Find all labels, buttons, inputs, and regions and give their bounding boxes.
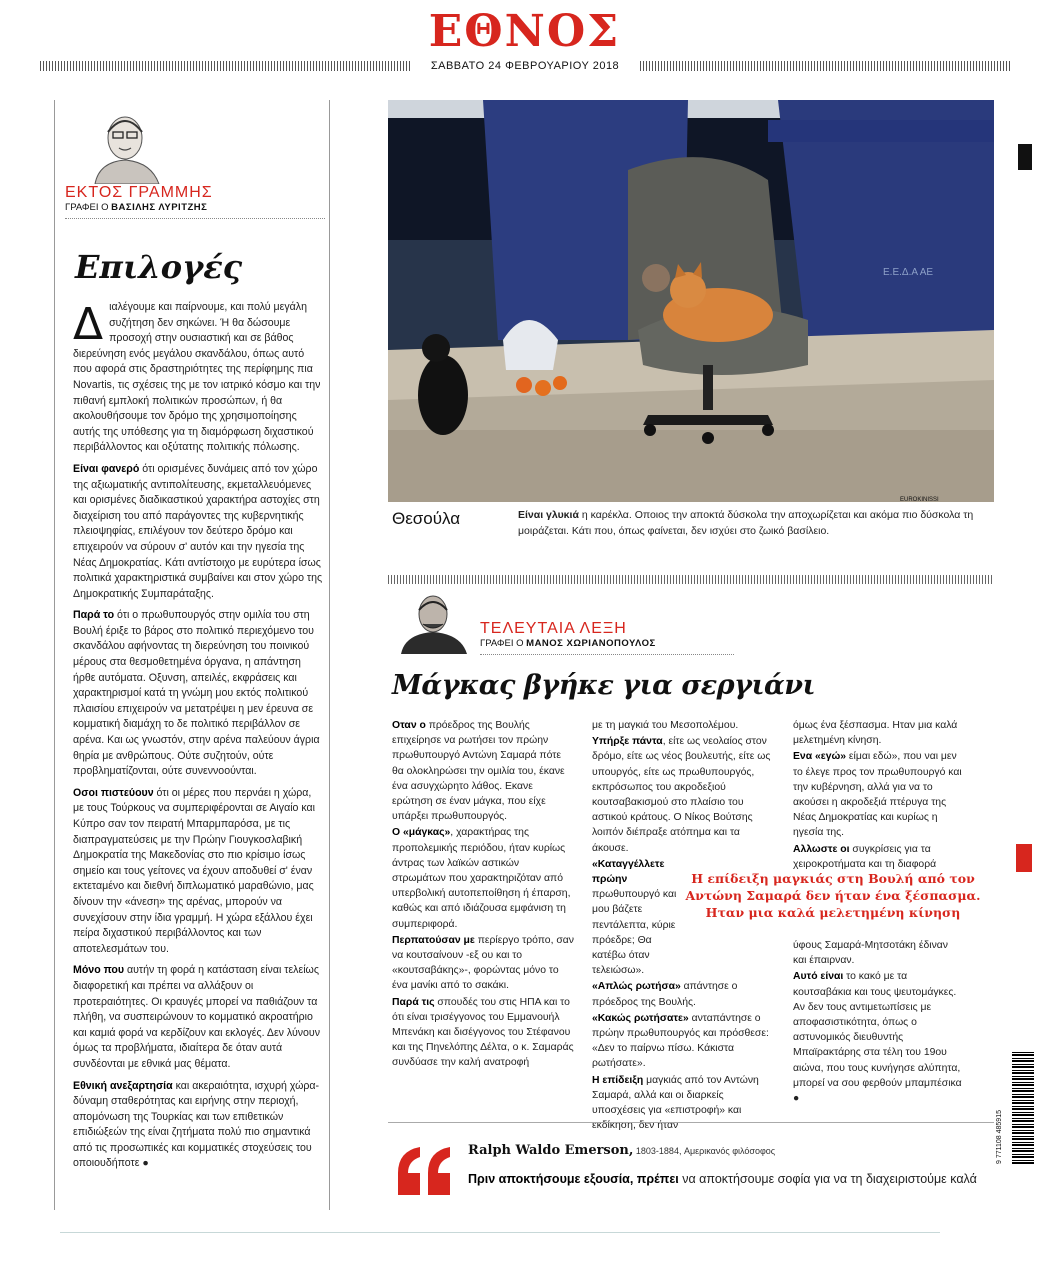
newspaper-logo: ΕΘΝΟΣ bbox=[428, 6, 621, 57]
paragraph: Είναι φανερό ότι ορισμένες δυνάμεις από τον χώρο της αξιωματικής αντιπολίτευσης, εκμεταλλευόμενες και ορισμένες διαδικαστικού χαρακτήρα αστοχίες στη διαχείριση του από παράγοντες της κυβερνητικής πλειοψηφίας, επιλέγουν τον δεύτερο δρόμο και επιχειρούν να σύρουν σ' αυτόν και την ηγεσία της Νέας Δημοκρατίας. Κάτι αντίστοιχο με ευρύτερα ίσως πολιτικά χαρακτηριστικά συμβαίνει και στον χώρο της Δημοκρατικής Συμπαράταξης. bbox=[73, 462, 323, 600]
column-name-2: ΤΕΛΕΥΤΑΙΑ ΛΕΞΗ bbox=[480, 620, 627, 637]
cats-on-chair-photo bbox=[388, 100, 994, 502]
article-column-3-bottom: ύφους Σαμαρά-Μητσοτάκη έδιναν και έπαιρναν. Αυτό είναι το κακό με τα κουτσαβάκια και τους ψευτομάγκες. Αν δεν τους αντιμετωπίσεις με αποφασιστικότητα, όπως ο αστυνομικός διευθυντής Μπαϊρακτάρης στα τέλη του 19ου αιώνα, που τους κυνήγησε αλύπητα, μπορεί να σου φερθούν μπαμπέσικα ● bbox=[793, 940, 962, 1105]
paragraph: Διαλέγουμε και παίρνουμε, και πολύ μεγάλη συζήτηση δεν σηκώνει. Ή θα δώσουμε προσοχή στην ουσιαστική και σε βάθος διερεύνηση ενός μεγάλου σκανδάλου, όπως αυτό που αφορά στις δραστηριότητες της περίφημης πια Novartis, τις σχέσεις της με τον ιατρικό κόσμο και την πιθανή εμπλοκή πολιτικών προσώπων, ή θα ακολουθήσουμε τον δρόμο της χρησιμοποίησης αυτής της υπόθεσης για τη διαμόρφωση διχαστικού περιβάλλοντος και οξύτατης πολιτικής πόλωσης. bbox=[73, 299, 321, 454]
paragraph: Εθνική ανεξαρτησία και ακεραιότητα, ισχυρή χώρα-δύναμη σταθερότητας και ειρήνης στην περιοχή, απομόνωση της Τουρκίας και των επιθετικών επιδιώξεών της είναι ζητήματα πολύ πιο σημαντικά από τις προσωπικές και κομματικές στοχεύσεις του οποιουδήποτε ● bbox=[73, 1079, 320, 1170]
article-title-2: Μάγκας βγήκε για σεργιάνι bbox=[392, 670, 816, 701]
barcode bbox=[1012, 1052, 1034, 1164]
author-name-2: ΜΑΝΟΣ ΧΩΡΙΑΝΟΠΟΥΛΟΣ bbox=[526, 638, 656, 649]
edge-marker bbox=[1018, 144, 1032, 170]
quote-author: Ralph Waldo Emerson, bbox=[468, 1143, 634, 1158]
quotation-mark-icon bbox=[394, 1143, 454, 1199]
barcode-number: 9 771108 485915 bbox=[996, 1110, 1003, 1164]
byline-2: ΓΡΑΦΕΙ Ο ΜΑΝΟΣ ΧΩΡΙΑΝΟΠΟΥΛΟΣ bbox=[480, 638, 656, 649]
quote-box bbox=[388, 1122, 994, 1208]
author-portrait bbox=[85, 104, 195, 184]
issue-date: ΣΑΒΒΑΤΟ 24 ΦΕΒΡΟΥΑΡΙΟΥ 2018 bbox=[425, 60, 625, 72]
article-title: Επιλογές bbox=[75, 248, 243, 286]
quote-text: Πριν αποκτήσουμε εξουσία, πρέπει να αποκτήσουμε σοφία για να τη διαχειριστούμε καλά bbox=[468, 1172, 977, 1186]
section-separator bbox=[388, 575, 994, 584]
dateline bbox=[40, 58, 1010, 74]
bottom-rule bbox=[60, 1232, 940, 1233]
divider-2 bbox=[480, 654, 734, 655]
bin-label: Ε.Ε.Δ.Α ΑΕ bbox=[883, 267, 934, 278]
paragraph: Οσοι πιστεύουν ότι οι μέρες που περνάει η χώρα, με τους Τούρκους να συμπεριφέρονται σε Αιγαίο και Κύπρο σαν τον πειρατή Μπαρμπαρόσα, με τις διαπραγματεύσεις με την Πρώην Γιουγκοσλαβική Δημοκρατία της Μακεδονίας στο πιο κρίσιμο ίσως σημείο και τους γείτονες να έχουν αποδυθεί σ' έναν εκτεταμένο και διεθνή διπλωματικό μαραθώνιο, μας δίνουν την «άνεση» της αρένας, μπορούν να συνεχίσουν στην ίδια γραμμή. Η χώρα εξάλλου έχει πείρα διχαστικού περιβάλλοντος και των αποτελεσμάτων του. bbox=[73, 786, 316, 955]
caption-title: Θεσούλα bbox=[392, 509, 461, 528]
left-column-article bbox=[54, 100, 330, 1210]
edge-marker-red bbox=[1016, 844, 1032, 872]
drop-cap: Δ bbox=[73, 299, 104, 350]
byline-prefix: ΓΡΑΦΕΙ Ο bbox=[65, 202, 109, 213]
divider bbox=[65, 218, 325, 219]
pull-quote: Η επίδειξη μαγκιάς στη Βουλή από τον Αντώνη Σαμαρά δεν ήταν ένα ξέσπασμα. Ηταν μια καλά μελετημένη κίνηση bbox=[685, 871, 981, 920]
photo-credit: EUROKINISSI bbox=[900, 497, 939, 503]
author-portrait-2 bbox=[393, 588, 475, 654]
paragraph: Παρά το ότι ο πρωθυπουργός στην ομιλία του στη Βουλή έριξε το βάρος στο πολιτικό περιεχόμενο του σκανδάλου αφήνοντας τη διερεύνηση του ποινικού μέρους στα θεσμοθετημένα όργανα, η απάντηση ήρθε αυτόματα. Οξυνση, απειλές, εκφράσεις και χαρακτηρισμοί κατά τη γνώμη μου εκτός πολιτικού πλαισίου επιχειρούν να μετατρέψει η μεν έρευνα σε κομματική διαμάχη το δε πολιτικό περιβάλλον σε αρένα. Και ως γνωστόν, στην αρένα παλεύουν άγρια θηρία με ανθρώπους. Ούτε συζητούν, ούτε προβληματίζονται, ούτε συνεννοούνται. bbox=[73, 609, 320, 778]
photo-caption: Είναι γλυκιά η καρέκλα. Οποιος την αποκτά δύσκολα την αποχωρίζεται και ακόμα πιο δύσκολα τη μοιράζεται. Κάτι που, όπως φαίνεται, δεν ισχύει στο ζωικό βασίλειο. bbox=[518, 509, 974, 537]
author-name: ΒΑΣΙΛΗΣ ΛΥΡΙΤΖΗΣ bbox=[111, 202, 208, 213]
byline bbox=[65, 202, 325, 213]
article-body bbox=[73, 300, 323, 1178]
article-column-1: Οταν ο πρόεδρος της Βουλής επιχείρησε να ρωτήσει τον πρώην πρωθυπουργό Αντώνη Σαμαρά πότε θα ολοκληρώσει την ομιλία του, έκανε ένα ασυγχώρητο λάθος. Εκανε ερώτηση σε έναν μάγκα, που είχε υπάρξει πρωθυπουργός. Ο «μάγκας», χαρακτήρας της προπολεμικής περιόδου, ήταν κυρίως άντρας των λαϊκών αστικών στρωμάτων που χαρακτηριζόταν από υπερβολική αυτοπεποίθηση ή έπαρση, καθώς και από ιδιάζουσα εμφάνιση τη συμπεριφορά. Περπατούσαν με περίεργο τρόπο, σαν να κουτσαίνουν -εξ ου και το «κουτσαβάκης»-, φορώντας μόνο το ένα μανίκι από το σακάκι. Παρά τις σπουδές του στις ΗΠΑ και το ότι είναι τρισέγγονος του Εμμανουήλ Μπενάκη και δισέγγονος του Στέφανου και της Πηνελόπης Δέλτα, ο κ. Σαμαράς συνδύασε την καλή ανατροφή bbox=[392, 720, 574, 1069]
article-column-2: με τη μαγκιά του Μεσοπολέμου. Υπήρξε πάντα, είτε ως νεολαίος στον δρόμο, είτε ως νέος βουλευτής, είτε ως υπουργός, είτε ως πρωθυπουργός, εκπρόσωπος του ακροδεξιού κουτσαβακισμού στο πλαίσιο του αστικού κράτους. Ο Νίκος Βούτσης λοιπόν διέπραξε ατόπημα και τα άκουσε. «Καταγγέλλετε πρώην πρωθυπουργό και μου βάζετε πεντάλεπτα, κύριε πρόεδρε; Θα κατέβω όταν τελειώσω». «Απλώς ρωτήσα» απάντησε ο πρόεδρος της Βουλής. «Κακώς ρωτήσατε» ανταπάντησε ο πρώην πρωθυπουργός και πρόσθεσε: «Δεν το παίρνω πίσω. Κάκιστα ρωτήσατε». Η επίδειξη μαγκιάς από τον Αντώνη Σαμαρά, αλλά και οι διαρκείς υποσχέσεις για «επιστροφή» και εκδίκηση, δεν ήταν bbox=[592, 720, 771, 1132]
caption-lead: Είναι γλυκιά bbox=[518, 509, 579, 521]
paragraph: Μόνο που αυτήν τη φορά η κατάσταση είναι τελείως διαφορετική και πρέπει να αλλάξουν οι προτεραιότητες. Οι κραυγές μπορεί να παθιάζουν τα πλήθη, να συσπειρώνουν το κομματικό ακροατήριο και καμιά φορά να κερδίζουν και εκλογές. Δεν λύνουν όμως τα προβλήματα, ιδιαίτερα δε όταν αυτά συνδέονται με εθνικά μας θέματα. bbox=[73, 964, 321, 1070]
quote-author-info: 1803-1884, Αμερικανός φιλόσοφος bbox=[633, 1146, 776, 1156]
masthead bbox=[0, 0, 1049, 80]
column-name: ΕΚΤΟΣ ΓΡΑΜΜΗΣ bbox=[65, 184, 213, 201]
article-column-3-top: όμως ένα ξέσπασμα. Ηταν μια καλά μελετημένη κίνηση. Ενα «εγώ» είμαι εδώ», που ναι μεν το έλεγε προς τον πρωθυπουργό και την κυβέρνηση, αλλά για να το ακούσει η ακροδεξιά πτέρυγα της Νέας Δημοκρατίας και κυρίως η ηγεσία της. Αλλωστε οι συγκρίσεις για τα χειροκροτήματα και τη διαφορά bbox=[793, 720, 962, 870]
